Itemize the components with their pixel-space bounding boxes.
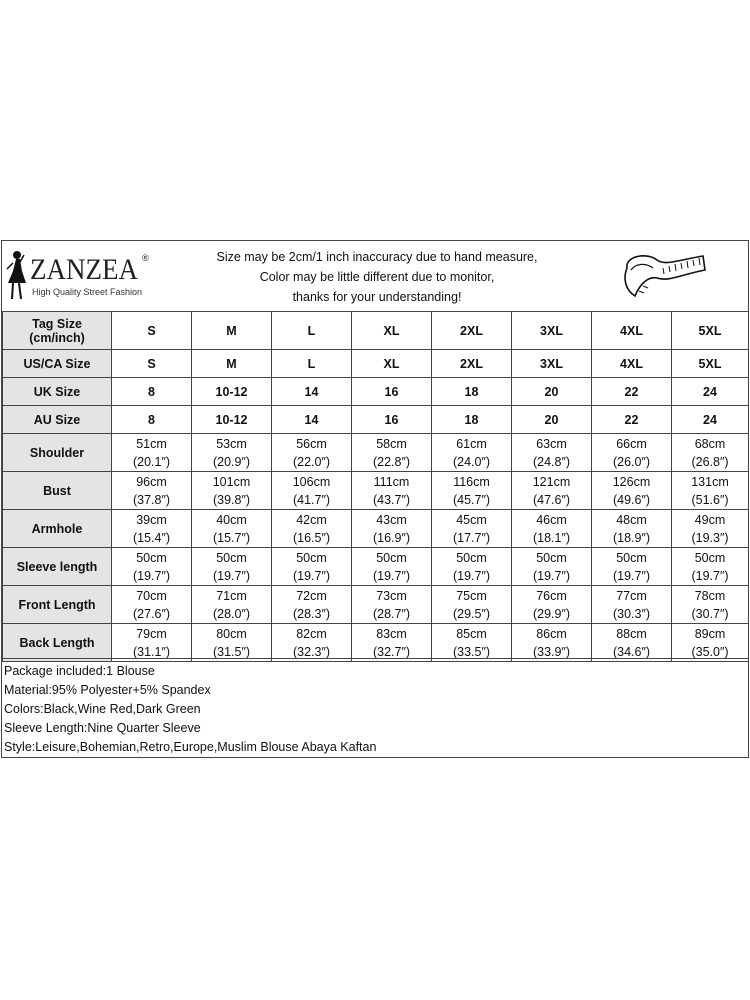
- info-material: Material:95% Polyester+5% Spandex: [4, 683, 211, 697]
- measurement-inch: (28.7″): [372, 606, 411, 621]
- size-cell: L: [272, 350, 352, 378]
- tag-size-cell: L: [272, 312, 352, 350]
- measurement-cell: [272, 510, 352, 548]
- measurement-inch: (19.7″): [212, 568, 251, 583]
- measurement-label: Shoulder: [3, 434, 112, 472]
- measurement-cm: 50cm: [456, 550, 487, 565]
- measurement-cell: [272, 624, 352, 662]
- tag-size-cell: M: [192, 312, 272, 350]
- measurement-cell: [112, 548, 192, 586]
- measurement-inch: (19.7″): [532, 568, 571, 583]
- size-row-label: US/CA Size: [3, 350, 112, 378]
- measurement-cm: 56cm: [296, 436, 327, 451]
- size-cell: 10-12: [192, 406, 272, 434]
- measurement-inch: (49.6″): [612, 492, 651, 507]
- size-row-label: UK Size: [3, 378, 112, 406]
- measurement-cell: [512, 510, 592, 548]
- measurement-cell: [592, 624, 672, 662]
- tag-size-label: [3, 312, 112, 350]
- measurement-cell: [272, 586, 352, 624]
- measurement-cm: 50cm: [216, 550, 247, 565]
- measurement-inch: (19.7″): [691, 568, 729, 583]
- measurement-cell: [672, 624, 749, 662]
- chart-header: [2, 241, 748, 312]
- measurement-cm: 71cm: [216, 588, 247, 603]
- measurement-inch: (28.3″): [292, 606, 331, 621]
- tag-size-cell: 4XL: [592, 312, 672, 350]
- measurement-cell: [672, 434, 749, 472]
- size-cell: 16: [352, 378, 432, 406]
- measurement-cm: 50cm: [376, 550, 407, 565]
- measurement-inch: (24.8″): [532, 454, 571, 469]
- measurement-cm: 111cm: [373, 474, 410, 489]
- measurement-cm: 86cm: [536, 626, 567, 641]
- measurement-cell: [432, 434, 512, 472]
- size-cell: 14: [272, 378, 352, 406]
- size-cell: 18: [432, 378, 512, 406]
- measurement-cm: 80cm: [216, 626, 247, 641]
- measurement-cell: [112, 434, 192, 472]
- measurement-cell: [272, 472, 352, 510]
- measurement-row: [3, 586, 749, 624]
- measurement-inch: (31.1″): [132, 644, 171, 659]
- measurement-inch: (18.1″): [532, 530, 571, 545]
- measurement-cell: [192, 624, 272, 662]
- size-cell: 14: [272, 406, 352, 434]
- measurement-cm: 83cm: [376, 626, 407, 641]
- measurement-cell: [512, 586, 592, 624]
- measurement-cm: 66cm: [616, 436, 647, 451]
- measurement-cm: 45cm: [456, 512, 487, 527]
- measurement-cm: 89cm: [694, 626, 726, 641]
- notice-line-3: thanks for your understanding!: [292, 290, 462, 304]
- size-cell: 3XL: [512, 350, 592, 378]
- measurement-inch: (16.9″): [372, 530, 411, 545]
- measurement-cell: [112, 510, 192, 548]
- measurement-cm: 39cm: [136, 512, 167, 527]
- size-row: [3, 350, 749, 378]
- size-row: [3, 378, 749, 406]
- measurement-cell: [352, 548, 432, 586]
- measurement-label: Armhole: [3, 510, 112, 548]
- tag-size-cell: S: [112, 312, 192, 350]
- measurement-inch: (19.7″): [612, 568, 651, 583]
- measurement-cm: 61cm: [456, 436, 487, 451]
- size-cell: 8: [112, 406, 192, 434]
- measurement-row: [3, 624, 749, 662]
- measurement-inch: (31.5″): [212, 644, 251, 659]
- measurement-cm: 121cm: [532, 474, 571, 489]
- measurement-inch: (20.9″): [212, 454, 251, 469]
- size-cell: 20: [512, 378, 592, 406]
- measurement-cm: 70cm: [136, 588, 167, 603]
- measurement-cm: 82cm: [296, 626, 327, 641]
- measurement-cell: [192, 586, 272, 624]
- measurement-cm: 96cm: [136, 474, 167, 489]
- measurement-cm: 40cm: [216, 512, 247, 527]
- measurement-cm: 116cm: [453, 474, 490, 489]
- measurement-cm: 131cm: [691, 474, 729, 489]
- measurement-cm: 63cm: [536, 436, 567, 451]
- measurement-inch: (27.6″): [132, 606, 171, 621]
- measurement-cm: 50cm: [616, 550, 647, 565]
- measurement-label: Bust: [3, 472, 112, 510]
- measurement-cm: 101cm: [212, 474, 251, 489]
- measurement-cell: [192, 510, 272, 548]
- measurement-inch: (20.1″): [132, 454, 171, 469]
- measurement-inch: (29.5″): [452, 606, 491, 621]
- measurement-cell: [112, 624, 192, 662]
- size-cell: 18: [432, 406, 512, 434]
- measurement-cm: 106cm: [292, 474, 331, 489]
- measurement-inch: (32.3″): [292, 644, 331, 659]
- measurement-cell: [432, 586, 512, 624]
- measurement-cell: [672, 472, 749, 510]
- size-row-label: AU Size: [3, 406, 112, 434]
- measurement-cm: 77cm: [616, 588, 647, 603]
- measurement-inch: (37.8″): [132, 492, 171, 507]
- tag-size-cell: 3XL: [512, 312, 592, 350]
- measurement-cell: [432, 472, 512, 510]
- measurement-inch: (26.8″): [691, 454, 729, 469]
- measurement-inch: (15.4″): [132, 530, 171, 545]
- measurement-inch: (19.7″): [452, 568, 491, 583]
- measurement-row: [3, 472, 749, 510]
- size-cell: 24: [672, 406, 749, 434]
- product-info: [2, 658, 748, 757]
- measurement-cell: [592, 586, 672, 624]
- measurement-cell: [432, 510, 512, 548]
- measurement-cell: [272, 548, 352, 586]
- measurement-cm: 75cm: [456, 588, 487, 603]
- measurement-inch: (35.0″): [691, 644, 729, 659]
- measurement-row: [3, 510, 749, 548]
- measurement-cm: 68cm: [694, 436, 726, 451]
- measurement-inch: (19.7″): [292, 568, 331, 583]
- measurement-cm: 78cm: [694, 588, 726, 603]
- measurement-inch: (22.8″): [372, 454, 411, 469]
- size-cell: 8: [112, 378, 192, 406]
- size-cell: XL: [352, 350, 432, 378]
- measurement-cm: 85cm: [456, 626, 487, 641]
- brand-name: ZANZEA: [30, 253, 138, 286]
- measurement-cm: 73cm: [376, 588, 407, 603]
- size-cell: 20: [512, 406, 592, 434]
- measurement-cell: [432, 624, 512, 662]
- measurement-inch: (19.3″): [691, 530, 729, 545]
- measurement-inch: (30.7″): [691, 606, 729, 621]
- measurement-inch: (33.5″): [452, 644, 491, 659]
- size-cell: M: [192, 350, 272, 378]
- measurement-cm: 50cm: [536, 550, 567, 565]
- size-table: [2, 311, 749, 662]
- tag-size-cell: XL: [352, 312, 432, 350]
- size-cell: 5XL: [672, 350, 749, 378]
- measurement-cell: [192, 548, 272, 586]
- info-colors: Colors:Black,Wine Red,Dark Green: [4, 702, 201, 716]
- measurement-cm: 48cm: [616, 512, 647, 527]
- size-cell: 4XL: [592, 350, 672, 378]
- measurement-inch: (39.8″): [212, 492, 251, 507]
- measurement-cm: 50cm: [694, 550, 726, 565]
- measurement-cm: 46cm: [536, 512, 567, 527]
- measurement-cm: 53cm: [216, 436, 247, 451]
- measurement-inch: (28.0″): [212, 606, 251, 621]
- measurement-row: [3, 548, 749, 586]
- measurement-cell: [192, 434, 272, 472]
- tag-size-cell: 2XL: [432, 312, 512, 350]
- measurement-cell: [672, 586, 749, 624]
- size-cell: 24: [672, 378, 749, 406]
- measurement-label: Front Length: [3, 586, 112, 624]
- measurement-inch: (33.9″): [532, 644, 571, 659]
- measurement-inch: (32.7″): [372, 644, 411, 659]
- measurement-cell: [672, 548, 749, 586]
- measurement-inch: (26.0″): [612, 454, 651, 469]
- brand-tagline: High Quality Street Fashion: [32, 287, 143, 297]
- brand-logo: [4, 249, 154, 304]
- info-package: Package included:1 Blouse: [4, 664, 155, 678]
- measurement-cell: [352, 624, 432, 662]
- measurement-inch: (19.7″): [372, 568, 411, 583]
- notice-line-2: Color may be little different due to monitor,: [259, 270, 495, 284]
- measurement-cell: [352, 586, 432, 624]
- notice-line-1: Size may be 2cm/1 inch inaccuracy due to hand measure,: [216, 250, 538, 264]
- measurement-cell: [592, 472, 672, 510]
- size-cell: S: [112, 350, 192, 378]
- measurement-label: Sleeve length: [3, 548, 112, 586]
- measurement-cell: [352, 472, 432, 510]
- measurement-inch: (45.7″): [452, 492, 491, 507]
- size-cell: 16: [352, 406, 432, 434]
- measurement-cell: [272, 434, 352, 472]
- measurement-inch: (15.7″): [212, 530, 251, 545]
- measurement-label: Back Length: [3, 624, 112, 662]
- measurement-cell: [592, 548, 672, 586]
- info-style: Style:Leisure,Bohemian,Retro,Europe,Muslim Blouse Abaya Kaftan: [4, 740, 377, 754]
- measurement-cm: 58cm: [376, 436, 407, 451]
- measurement-cm: 88cm: [616, 626, 647, 641]
- measuring-tape-icon: [617, 246, 707, 306]
- measurement-cell: [112, 586, 192, 624]
- tag-size-cell: 5XL: [672, 312, 749, 350]
- measurement-inch: (29.9″): [532, 606, 571, 621]
- measurement-cell: [672, 510, 749, 548]
- measurement-cm: 126cm: [612, 474, 651, 489]
- measurement-cell: [112, 472, 192, 510]
- measurement-cell: [352, 510, 432, 548]
- measurement-inch: (34.6″): [612, 644, 651, 659]
- measurement-cm: 76cm: [536, 588, 567, 603]
- measurement-cm: 43cm: [376, 512, 407, 527]
- measurement-cell: [512, 472, 592, 510]
- size-cell: 10-12: [192, 378, 272, 406]
- measurement-inch: (22.0″): [292, 454, 331, 469]
- measurement-inch: (18.9″): [612, 530, 651, 545]
- measurement-cell: [512, 434, 592, 472]
- measurement-cm: 50cm: [296, 550, 327, 565]
- measurement-cell: [432, 548, 512, 586]
- size-cell: 22: [592, 406, 672, 434]
- measurement-cm: 72cm: [296, 588, 327, 603]
- measurement-cell: [592, 434, 672, 472]
- measurement-notice: [152, 247, 602, 307]
- measurement-inch: (47.6″): [532, 492, 571, 507]
- info-sleeve-length: Sleeve Length:Nine Quarter Sleeve: [4, 721, 201, 735]
- tag-size-label-line1: Tag Size: [32, 316, 82, 331]
- measurement-inch: (51.6″): [691, 492, 729, 507]
- measurement-cm: 79cm: [136, 626, 167, 641]
- measurement-cm: 49cm: [694, 512, 726, 527]
- measurement-inch: (17.7″): [452, 530, 491, 545]
- measurement-inch: (19.7″): [132, 568, 171, 583]
- tag-size-row: [3, 312, 749, 350]
- measurement-cell: [512, 624, 592, 662]
- measurement-inch: (16.5″): [292, 530, 331, 545]
- measurement-inch: (41.7″): [292, 492, 331, 507]
- size-row: [3, 406, 749, 434]
- size-cell: 2XL: [432, 350, 512, 378]
- measurement-cell: [592, 510, 672, 548]
- measurement-cm: 50cm: [136, 550, 167, 565]
- measurement-cell: [512, 548, 592, 586]
- size-chart: [1, 240, 749, 758]
- woman-silhouette-icon: [4, 249, 28, 301]
- measurement-cm: 42cm: [296, 512, 327, 527]
- measurement-inch: (24.0″): [452, 454, 491, 469]
- measurement-inch: (30.3″): [612, 606, 651, 621]
- measurement-row: [3, 434, 749, 472]
- measurement-cell: [192, 472, 272, 510]
- tag-size-label-line2: (cm/inch): [29, 330, 85, 345]
- size-cell: 22: [592, 378, 672, 406]
- measurement-inch: (43.7″): [372, 492, 411, 507]
- registered-mark: ®: [142, 253, 149, 263]
- measurement-cm: 51cm: [136, 436, 167, 451]
- measurement-cell: [352, 434, 432, 472]
